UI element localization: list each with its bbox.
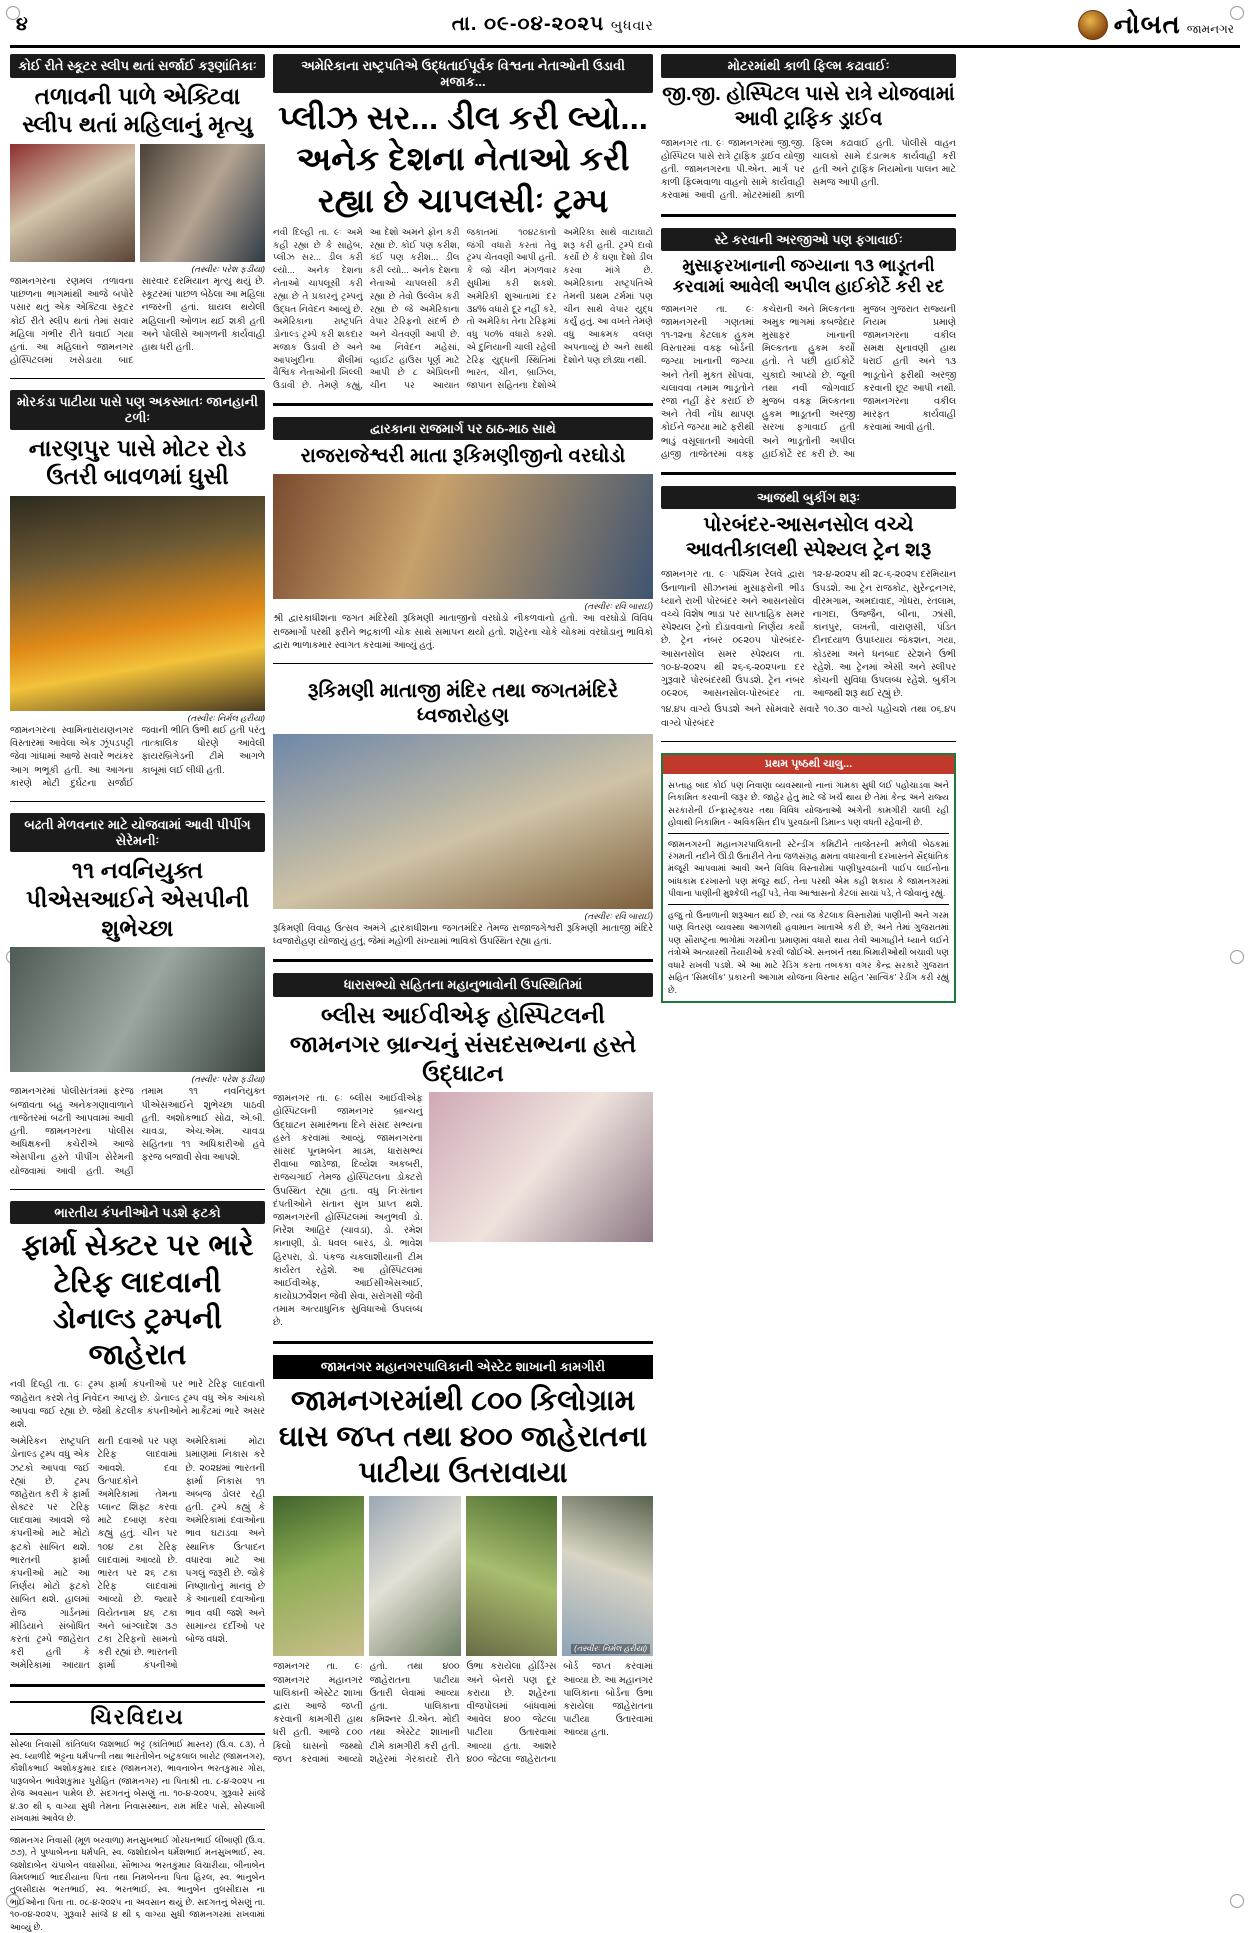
article-body-with-photo <box>273 1092 653 1329</box>
divider <box>10 378 265 379</box>
article-headline: જી.જી. હોસ્પિટલ પાસે રાત્રે યોજવામાં આવી ટ્રાફિક ડ્રાઈવ <box>661 82 956 132</box>
two-column-group <box>273 417 653 652</box>
article-body: અમેરિકન રાષ્ટ્રપતિ ડોનાલ્ડ ટ્રમ્પ વધુ એક ઝટકો આપવા જઈ રહ્યાં છે. ટ્રમ્પ જાહેરાત કરી કે ફાર્મા સેક્ટર પર ટેરિફ લાદવામાં આવશે જે કંપનીઓ માટે મોટો ફટકો સાબિત થશે. ભારતની ફાર્મા કંપનીઓ માટે આ નિર્ણય મોટો ફટકો સાબિત થશે. હાલમાં રોજ ગાર્ડનમાં મીડિયાને સંબોધિત કરતાં ટ્રમ્પે જાહેરાત કરી હતી કે અમેરિકામાં આયાત થતી દવાઓ પર પણ ટેરિફ લાદવામાં આવશે. દવા ઉત્પાદકોને અમેરિકામાં તેમના પ્લાન્ટ શિફ્ટ કરવા માટે દબાણ કરવા કહ્યું હતું. ચીન પર ૧૦૪ ટકા ટેરિફ લાદવામાં આવ્યો છે. ભારત પર ૨૬ ટકા ટેરિફ લાદવામાં આવ્યો છે. જ્યારે વિયેતનામ ૪૬ ટકા અને બાંગ્લાદેશ ૩૭ ટકા ટેરિફનો સામનો કરી રહ્યાં છે. ભારતની ફાર્મા કંપનીઓ અમેરિકામાં મોટા પ્રમાણમાં નિકાસ કરે છે. ૨૦૨૪માં ભારતની ફાર્મા નિકાસ ૧૧ અબજ ડોલર રહી હતી. ટ્રમ્પે કહ્યું કે અમેરિકામાં દવાઓના ભાવ ઘટાડવા અને સ્થાનિક ઉત્પાદન વધારવા માટે આ પગલું જરૂરી છે. જોકે નિષ્ણાતોનું માનવું છે કે આનાથી દવાઓના ભાવ વધી જશે અને સામાન્ય દર્દીઓ પર બોજ વધશે. <box>10 1435 265 1672</box>
article-bliss-ivf <box>273 973 653 1329</box>
article-photo <box>140 144 265 262</box>
article-body: શ્રી દ્વારકાધીશના જગત મંદિરેથી રૂકિમણી માતાજીનો વરઘોડો નીકળવાનો હતો. આ વરઘોડો વિવિધ રાજમાર્ગો પરથી ફરીને ભદ્રકાળી ચોક સાથે સમાપન થયો હતો. શહેરના ચોકે ચોકમાં વરઘોડાનું ભાવિકો દ્વારા ભાળાકમાર સ્વાગત કરવામાં આવ્યું હતું. <box>273 612 653 652</box>
article-road-accident <box>10 390 265 790</box>
article-kicker: ધારાસભ્યો સહિતના મહાનુભાવોની ઉપસ્થિતિમાં <box>273 973 653 997</box>
article-body: જામનગર તા. ૯ઃ જામનગર મહાનગર પાલિકાની એસ્ટેટ શાખા દ્વારા આજે જપ્તી કરવાની કામગીરી હાથ ધરી હતી. આજે ૮૦૦ કિલો ઘાસનો જથ્થો જપ્ત કરવામાં આવ્યો હતો. તથા ૪૦૦ જાહેરાતના પાટીયા ઉતારી લેવામાં આવ્યા હતા. પાલિકાના કમિશ્નર ડી.એન. મોદી તથા એસ્ટેટ શાખાની ટીમે કામગીરી કરી હતી. શહેરમાં ગેરકાયદે રીતે ઉભા કરાયેલા હોર્ડિંગ્સ અને બેનરો પણ દૂર કરાયા છે. શહેરના વીજપોલમાં બાંધવામાં આવેલ ૪૦૦ જેટલા પાટીયા ઉતારવામાં આવ્યા હતા. આશરે ૪૦૦ જેટલા જાહેરાતના બોર્ડ જપ્ત કરવામાં આવ્યા છે. આ મહાનગર પાલિકાના બોર્ડના ઉભા કરાયેલા જાહેરાતના પાટીયા ઉતારવામાં આવ્યા હતા. <box>273 1660 653 1766</box>
article-headline: બ્લીસ આઈવીએફ હોસ્પિટલની જામનગર બ્રાન્ચનું સંસદસભ્યના હસ્તે ઉદ્ઘાટન <box>273 1001 653 1087</box>
column-right <box>661 54 956 1933</box>
article-psi-promotion <box>10 813 265 1178</box>
article-body: જામનગર તા. ૯ઃ જામનગરની ગણતમાં ૧૧-૧૨ના કેટલાક હુકમ વિસ્તારમાં વક્ફ બોર્ડની જગ્યા ખાનાની જગ્યા અને તેની મુકત સોંપવા, ચલાવવા તમામ ભાડૂતોને રજા નહીં ફેર કરાઈ છે અને તેવી નોંધ થાપણ કોઈને જગ્યા માટે ફરીથી ભાડું વસૂલાતની આવેલી હાજી તાજેતરમાં વક્ફ કચેરાની અને મિલ્કતના અમુક ભાગમાં કબજેદાર મુસાફર ખાનાની મિલ્કતના હુકમ કર્યો હતો. તે પછી હાઈકોર્ટે ચુકાદો આપ્યો છે. જૂની તથા નવી જોગવાઈ મુજબ વક્ફ મિલ્કતના હુકમ ભાડૂતની અરજી સરખા ફગાવાઈ હતી અને ભાડૂતોની અપીલ હાઈકોર્ટે રદ કરી છે. આ મુજબ ગુજરાત રાજ્યની નિયમ પ્રમાણે જામનગરના વકીલ સમક્ષ સુનાવણી હાથ ધરાઈ હતી અને ૧૩ ભાડૂતોને ફરીથી અરજી કરવાની છૂટ આપી નથી. જામનગરના વકીલ મારફત કાર્યવાહી કરવામાં આવી હતી. <box>661 303 956 461</box>
registration-mark <box>6 6 20 20</box>
article-pharma-tariff <box>10 1201 265 1673</box>
publication-date: તા. ૦૯-૦૪-૨૦૨૫ <box>452 13 605 35</box>
divider <box>668 904 949 905</box>
article-headline: રાજરાજેશ્વરી માતા રૂકિમણીજીનો વરઘોડો <box>273 444 653 469</box>
obituary-entry: જામનગર નિવાસી (મૂળ બરવાળા) મનસુખભાઈ ગોરધનભાઈ લીંબાણી (ઉ.વ. ૭૭), તે પુષ્પાબેનના ધર્મપતિ, સ્વ. જશોદાબેન ધર્મેશભાઈ મનસુખભાઈ, સ્વ. જશોદાબેન ચંપાબેન વઘાસીયા, સૌભાગ્ય ભરતકુમાર વિચારીયા, બીનાબેન વિમલભાઈ ભાદરીયાના પિતા તથા નિમબેનના પિતા હિરલ, સ્વ. ભાનુબેન તુલસીદાસ ભરતભાઈ, સ્વ. ભરતભાઈ, સ્વ. ભાનુબેન તુલસીદાસ ના ભાઈઓના પિતા તા. ૦૮-૪-૨૦૨૫ ના અવસાન થયું છે. સદગતનું બેસણું તા. ૧૦-૦૪-૨૦૨૫, ગુરૂવારે સાંજે ૪ થી ૬ વાગ્યા સુધી જામનગરમાં રાખવામાં આવ્યું છે. <box>10 1834 265 1933</box>
obituary-title: ચિરવિદાય <box>10 1701 265 1735</box>
train-timing: ૧૪.૪૫ વાગ્યે ઉપડશે અને સોમવારે સવારે ૧૦.૩૦ વાગ્યે પહોંચશે તથા ૦૬.૪૫ વાગ્યે પોરબંદર <box>661 703 956 729</box>
article-headline: જામનગરમાંથી ૮૦૦ કિલોગ્રામ ઘાસ જપ્ત તથા ૪૦૦ જાહેરાતના પાટીયા ઉતરાવાયા <box>273 1383 653 1492</box>
article-headline: રૂકિમણી માતાજી મંદિર તથા જગતમંદિરે ધ્વજારોહણ <box>273 679 653 729</box>
section-band: જામનગર મહાનગરપાલિકાની એસ્ટેટ શાખાની કામગીરી <box>273 1355 653 1379</box>
divider <box>273 959 653 962</box>
article-photo <box>562 1496 653 1656</box>
article-photo <box>429 1092 653 1242</box>
article-body: જામનગરમાં પોલીસતંત્રમાં ફરજ બજાવતા બહુ અનેકગણાવાળાને તાજેતરમાં બઢતી આપવામાં આવી હતી. જામનગરના પોલીસ અધિક્ષકની કચેરીએ આજે એસપીના હસ્તે પીપીંગ સેરેમની યોજવામાં આવી હતી. અહીં તમામ ૧૧ નવનિયુક્ત પીએસઆઈને શુભેચ્છા પાઠવી હતી. અશોકભાઈ સોઢા, એ.બી. ચાવડા, એચ.એમ. ચાવડા સહિતના ૧૧ અધિકારીઓ હવે ફરજ બજાવી સેવા આપશે. <box>10 1085 265 1177</box>
divider <box>10 801 265 802</box>
article-photo <box>273 734 653 909</box>
divider <box>273 1341 653 1344</box>
article-scooter-accident <box>10 54 265 367</box>
article-photo <box>273 1496 364 1656</box>
article-kicker: દ્વારકાના રાજમાર્ગ પર ઠાઠ-માઠ સાથે <box>273 417 653 441</box>
article-special-train <box>661 486 956 730</box>
article-body: જામનગરના સ્વામિનારાયણનગર વિસ્તારમાં આવેલા એક ઝૂંપડપટ્ટી જેવા ગાંધામાં આજે સવારે ભયંકર આગ ભભૂકી હતી. આ આગના કારણે મોટી દુર્ઘટના સર્જાઈ જવાની ભીતિ ઉભી થઈ હતી પરંતુ તાત્કાલિક ધોરણે આવેલી ફાયરબ્રિગેડની ટીમે આગળે કાબૂમાં લઈ લીધી હતી. <box>10 724 265 790</box>
article-photo <box>369 1496 460 1656</box>
article-trump-lead <box>273 54 653 392</box>
continued-from-page-one <box>661 753 956 1003</box>
weekday: બુધવાર <box>611 17 654 33</box>
article-photo <box>10 947 265 1072</box>
photo-caption: (તસ્વીરઃ પરેશ ફડીયા) <box>10 264 265 275</box>
photo-caption: (તસ્વીરઃ રવિ બારાઈ) <box>273 601 653 612</box>
article-headline: નારણપુર પાસે મોટર રોડ ઉતરી બાવળમાં ઘુસી <box>10 434 265 492</box>
continued-body: જામનગરની મહાનગરપાલિકાની સ્ટેન્ડીંગ કમિટીને તાજેતરની મળેલી બેઠકમાં રંગમતી નદીને ઊંડી ઉતારીને તેના જળસંગ્રહ ક્ષમતા વધારવાની દરખાસ્તને સૈદ્ધાંતિક મંજૂરી આપવામાં આવી અને વિવિધ વિસ્તારોમાં પાણીપુરવઠાની પાઈપ લાઈનોના બાંધકામ દરખાસ્તો પણ મંજૂર થઈ, તેના પરથી એમ કહી શકાય કે જામનગરમાં પીવાના પાણીની મુશ્કેલી નહીં પડે, તેવા આશ્વાસનો કેટલાં સાચાં પડે, તે જોવાનું રહ્યું. <box>668 838 949 900</box>
article-kicker: ભારતીય કંપનીઓને પડશે ફટકો <box>10 1201 265 1225</box>
sun-logo-icon <box>1078 10 1108 40</box>
article-grass-seizure <box>273 1355 653 1766</box>
masthead-title: નોબત <box>1114 9 1181 41</box>
registration-mark <box>1230 950 1244 964</box>
divider <box>661 741 956 742</box>
article-kicker: અમેરિકાના રાષ્ટ્રપતિએ ઉદ્ધતાઈપૂર્વક વિશ્વના નેતાઓની ઉડાવી મજાક... <box>273 54 653 93</box>
continued-body: સપ્તાહ બાદ કોઈ પણ નિવાણા વ્યવસ્થાનો નાનાં ગામકા સુધી લઈ પહોચાડવા અને નિકામિત કરવાની જરૂર છે. જાહેર હેતુ માટે જે ખર્ચ થાય છે તેમાં કેન્દ્ર અને રાજ્ય સરકારોની ઈન્ફ્રાસ્ટ્રક્ચર તથા વિવિધ યોજનાઓ અંગેની કામગીરી ચાલી રહી હોવાથી નિકામિત - અવિકસિત દીપ પુરવઠાની ડિમાન્ડ પણ વધતી રહેવાની છે. <box>668 779 949 829</box>
column-center <box>273 54 653 1933</box>
page-content <box>10 54 1240 1933</box>
article-photo <box>10 496 265 711</box>
article-photo <box>273 474 653 599</box>
article-body: જામનગરના રણમલ તળાવના પાછળના ભાગમાંથી આજે બપોરે પસાર થતું એક એક્ટિવા સ્કૂટર કોઈ રીતે સ્લીપ થતાં તેમાં સવાર મહિલા ગંભીર રીતે ઘવાઈ ગયા હતાં. આ મહિલાને જામનગર હોસ્પિટલમાં ખસેડાયા બાદ સારવાર દરમિયાન મૃત્યુ થયું છે. સ્કૂટરમાં પાછળ બેઠેલા આ મહિલા નજરની હતાં. ઘાયલ થયેલી મહિલાની ઓળખ થઈ શકી હતી અને પોલીસે આગળની કાર્યવાહી હાથ ધરી હતી. <box>10 275 265 367</box>
divider <box>661 214 956 217</box>
article-kicker: આજથી બુકીંગ શરૂઃ <box>661 486 956 510</box>
divider <box>273 663 653 664</box>
article-body: નવી દિલ્હી તા. ૯ઃ અમે કહી રહ્યા છે કે સાહેબ, પ્લીઝ સર... ડીલ કરી લ્યો... અનેક દેશના નેતાઓ ચાપલૂસી કરી રહ્યા છે તે પ્રકારનું ટ્રમ્પનું ઉદ્ધત નિવેદન આવ્યું છે. અમેરિકાના રાષ્ટ્રપતિ ડોનાલ્ડ ટ્રમ્પે કરી શકદાર મજાક ઉડાવી છે અને આપખુદીના શૈલીમાં વૈશ્વિક નેતાઓની ખિલ્લી ઉડાવી છે. તેમણે કહ્યું, આ દેશો અમને ફોન કરી રહ્યા છે. કોઈ પણ કરીશ, કંઈ પણ કરીશ... ડીલ કરી લ્યો... અનેક દેશના નેતાઓ ચાપલસી કરી રહ્યા છે તેવો ઉલ્લેખ કરી રહ્યા છે જે અમેરિકાના વેપાર ટેરિફનો સંદર્ભ છે અને ચેતવણી આપી છે. આ નિવેદન મહેસાં, વ્હાઈટ હાઉસ પૂર્ણ માટે આપી છે ૮ એપ્રિલની ચીન પર આયાત જકાતમાં ૧૦૪ટકાનો જંગી વધારો કરતાં તેવું ટ્રમ્પ ચેતવણી આપી હતી. કે જો ચીન મંગળવાર સુધીમાં કરી શકશે. અમેરિકી શુઆતામાં દર ૩૪% વધારો દૂર નહીં કરે, તો અમેરિકા તેના ટેરિફમાં વધુ ૫૦% વધારો કરશે. એ દુનિયાની ચાલી રહેલી ટેરિફ યુદ્ધની સ્થિતિમાં ભારત, ચીન, બ્રાઝિલ, જાપાન સહિતના દેશોએ અમેરિકા સાથે વાટાઘાટો શરૂ કરી હતી. ટ્રમ્પે દાવો કર્યો છે કે ઘણા દેશો ડીલ કરવા માંગે છે. અમેરિકાના રાષ્ટ્રપતિએ તેમની પ્રથમ ટર્મમાં પણ ચીન સાથે વેપાર યુદ્ધ કર્યું હતું. આ વખતે તેમણે વધુ આક્રમક વલણ અપનાવ્યું છે અને સાથી દેશોને પણ છોડ્યા નથી. <box>273 226 653 392</box>
article-lead: નવી દિલ્હી તા. ૯ઃ ટ્રમ્પ ફાર્મા કંપનીઓ પર ભારે ટેરિફ લાદવાની જાહેરાત કરશે તેવું નિવેદન આપ્યું છે. ડોનાલ્ડ ટ્રમ્પ વધુ એક આંચકો આપવા જઈ રહ્યા છે. જેથી કેટલીક કંપનીઓને માર્કેટમાં ભારે અસર થશે. <box>10 1378 265 1431</box>
column-left <box>10 54 265 1933</box>
article-headline: તળાવની પાળે એક્ટિવા સ્લીપ થતાં મહિલાનું મૃત્યુ <box>10 82 265 140</box>
divider <box>10 1189 265 1190</box>
photo-row <box>273 1496 653 1656</box>
photo-caption: (તસ્વીરઃ નિર્મલ હરીયા) <box>10 713 265 724</box>
article-photo <box>466 1496 557 1656</box>
article-headline: મુસાફરખાનાની જગ્યાના ૧૩ ભાડૂતની કરવામાં આવેલી અપીલ હાઈકોર્ટે કરી રદ <box>661 255 956 298</box>
brand-logo-area <box>1078 9 1234 41</box>
date-line <box>452 13 654 36</box>
divider <box>273 403 653 406</box>
article-traffic-drive <box>661 54 956 203</box>
article-body: રૂકિમણી વિવાહ ઉત્સવ અમંગે દ્વારકાધીશના જગતમંદિર તેમજ રાજાજગેશ્વરી રૂકિમણી માતાજી મંદિરે ધ્વજારોહણ યોજાયું હતું, જેમાં મહોળી સંખ્યામાં ભાવિકો ઉપસ્થિત રહ્યા હતાં. <box>273 922 653 948</box>
article-kicker: સ્ટે કરવાની અરજીઓ પણ ફગાવાઈઃ <box>661 228 956 252</box>
divider <box>661 472 956 475</box>
article-highcourt-appeal <box>661 228 956 461</box>
obituary-entry: સોસ્લા નિવાસી કાંતિલાલ જશભાઈ ભટ્ટ (કાંતિભાઈ માસ્તર) (ઉ.વ. ૮૩), તે સ્વ. ધ્યાળીદે ભટ્ટના ધર્મપત્ની તથા ભારતીબેન બટુકલાલ બારોટ (જામનગર), કૌશીકભાઈ અશોકકુમાર દાદર (જામનગર), ભાવનાબેન ભરતકુમાર ગોરા, પારૂલબેન ભાવેશકુમાર પુરોહિત (જામનગર) ના પિતાશ્રી તા. ૮-૪-૨૦૨૫ ના રોજ અવસાન પામેલ છે. સદગતનું બેસણું તા. ૧૦-૪-૨૦૨૫, ગુરૂવારે સાંજે ૪.૩૦ થી ૬ વાગ્યા સુધી તેમના નિવાસસ્થાન, રામ મંદિર પાસે, સોસ્લાખી રાખવામાં આવેલ છે. <box>10 1738 265 1825</box>
article-kicker: કોઈ રીતે સ્કૂટર સ્લીપ થતાં સર્જાઈ કરૂણાંતિકાઃ <box>10 54 265 78</box>
article-body: જામનગર તા. ૯ઃ બ્લીસ આઈવીએફ હોસ્પિટલની જામનગર બ્રાન્ચનું ઉદ્ઘાટન સમારંભના દિને સંસદ સભ્યના હસ્તે કરવામાં આવ્યું. જામનગરના સાંસદ પૂનમબેન માડમ, ધારાસભ્ય રીવાબા જાડેજા, દિવ્યેશ અકબરી, રાજચગાઈ તેમજ હોસ્પિટલના ડોક્ટરો ઉપસ્થિત રહ્યા હતા. વધુ નિઃસંતાન દંપતીઓને સંતાન સુખ પ્રાપ્ત થશે. જામનગરની હોસ્પિટલમાં અનુભવી ડો. નિરેશ આહિર (ચાવડા), ડો. રમેશ કાનાણી, ડો. ધવલ બારડ, ડો. ભાવેશ હિરપરા, ડો. પંકજ ચકલાશીયાની ટીમ કાર્યરત રહેશે. આ હોસ્પિટલમાં આઈવીએફ, આઈસીએસઆઈ, કાયોપ્રઝર્વેશન જેવી સેવા, સરોગસી જેવી તમામ અત્યાધુનિક સુવિધાઓ ઉપલબ્ધ છે. <box>273 1092 423 1329</box>
article-kicker: મોરકંડા પાટીયા પાસે પણ અકસ્માતઃ જાનહાની ટળીઃ <box>10 390 265 429</box>
masthead-edition: જામનગર <box>1187 22 1234 41</box>
article-headline: ૧૧ નવનિયુક્ત પીએસઆઈને એસપીની શુભેચ્છા <box>10 856 265 942</box>
article-kicker: મોટરમાંથી કાળી ફિલ્મ કઢાવાઈઃ <box>661 54 956 78</box>
masthead <box>10 8 1240 48</box>
photo-row <box>10 144 265 262</box>
article-rukmini-procession <box>273 417 653 652</box>
divider <box>668 833 949 834</box>
article-photo <box>10 144 135 262</box>
photo-caption: (તસ્વીરઃ નિર્મલ હરીયા) <box>571 1644 650 1654</box>
obituary-section <box>10 1698 265 1933</box>
article-body: જામનગર તા. ૯ઃ પશ્ચિમ રેલવે દ્વારા ઉનાળાની સીઝનમાં મુસાફરોની ભીડ ધ્યાને રાખી પોરબંદર અને આસનસોલ વચ્ચે વિશેષ ભાડા પર સાપ્તાહિક સમર સ્પેશ્યલ ટ્રેનો દોડાવવાનો નિર્ણય કર્યો છે. ટ્રેન નંબર ૦૯૨૦૫ પોરબંદર-આસનસોલ સમર સ્પેશ્યલ તા. ૧૦-૪-૨૦૨૫ થી ૨૬-૬-૨૦૨૫ના દર ગુરૂવારે પોરબંદરથી ઉપડશે. ટ્રેન નંબર ૦૯૨૦૬ આસનસોલ-પોરબંદર તા. ૧૨-૪-૨૦૨૫ થી ૨૮-૬-૨૦૨૫ દરમિયાન ઉપડશે. આ ટ્રેન રાજકોટ, સુરેન્દ્રનગર, વીરમગામ, અમદાવાદ, ગોધરા, રતલામ, નાગદા, ઉજ્જૈન, બીના, ઝાંસી, કાનપુર, લખનૌ, વારાણસી, પંડિત દીનદયાળ ઉપાધ્યાય જંકશન, ગયા, કોડરમા અને ધનબાદ સ્ટેશને ઉભી રહેશે. આ ટ્રેનમાં એસી અને સ્લીપર કોચની સુવિધા ઉપલબ્ધ રહેશે. બુકીંગ આજથી શરૂ થઈ રહ્યું છે. <box>661 568 956 700</box>
photo-caption: (તસ્વીરઃ પરેશ ફડીયા) <box>10 1074 265 1085</box>
photo-caption: (તસ્વીરઃ રવિ બારાઈ) <box>273 911 653 922</box>
article-kicker: બઢતી મેળવનાર માટે યોજવામાં આવી પીપીંગ સેરેમનીઃ <box>10 813 265 852</box>
registration-mark <box>1230 1894 1244 1908</box>
article-headline: પ્લીઝ સર... ડીલ કરી લ્યો... અનેક દેશના નેતાઓ કરી રહ્યા છે ચાપલસીઃ ટ્રમ્પ <box>273 97 653 221</box>
article-temple-flag <box>273 675 653 948</box>
article-headline: પોરબંદર-આસનસોલ વચ્ચે આવતીકાલથી સ્પેશ્યલ ટ્રેન શરૂ <box>661 513 956 563</box>
page-number: ૪ <box>16 14 28 36</box>
continued-title: પ્રથમ પૃષ્ઠથી ચાલુ... <box>663 755 954 774</box>
registration-mark <box>1230 6 1244 20</box>
continued-body: હજુ તો ઉનાળાની શરૂઆત થઈ છે, ત્યાં જ કેટલાક વિસ્તારોમાં પાણીની અને ગરમ પાણ વિતરણ વ્યવસ્થા આગળથી હવામાન ખાતાએ કરી છે, અને તેમાં ગુજરાતમાં પણ સૌરાષ્ટ્રના ભાગોમાં ગરમીના પ્રમાણમાં વધારો થાય તેવી આગાહીને ધ્યાને લઈને તંત્રોએ અત્યારથી તૈયારીઓ કરવી જોઈએ. સનબર્ન તથા બિમારીઓથી બચાવી પણ વધારે રાખવી પડશે. એ આ માટે રેડિંગ કરતા તબકકા વગર કેન્દ્ર સરકારે ગુજરાત સહિત 'સિમલીંક' પ્રકારની આગામ યોજના વિસ્તાર સહિત 'સાત્વિક' રેડીંગ કરી રહ્યું છે. <box>668 909 949 996</box>
registration-mark <box>6 1894 20 1908</box>
article-body: જામનગર તા. ૯ઃ જામનગરમાં જી.જી. હોસ્પિટલ પાસે રાત્રે ટ્રાફિક ડ્રાઈવ યોજી હતી. જામનગરના પી.એન. માર્ગ પર કાળી ફિલ્મવાળા વાહનો સામે કાર્યવાહી કરવામાં આવી હતી. મોટરમાંથી કાળી ફિલ્મ કઢાવાઈ હતી. પોલીસે વાહન ચાલકો સામે દંડાત્મક કાર્યવાહી કરી હતી અને ટ્રાફિક નિયમોના પાલન માટે સમજ આપી હતી. <box>661 137 956 203</box>
divider <box>10 1829 265 1830</box>
article-headline: ફાર્મા સેક્ટર પર ભારે ટેરિફ લાદવાની ડોનાલ્ડ ટ્રમ્પની જાહેરાત <box>10 1228 265 1373</box>
divider <box>10 1684 265 1687</box>
